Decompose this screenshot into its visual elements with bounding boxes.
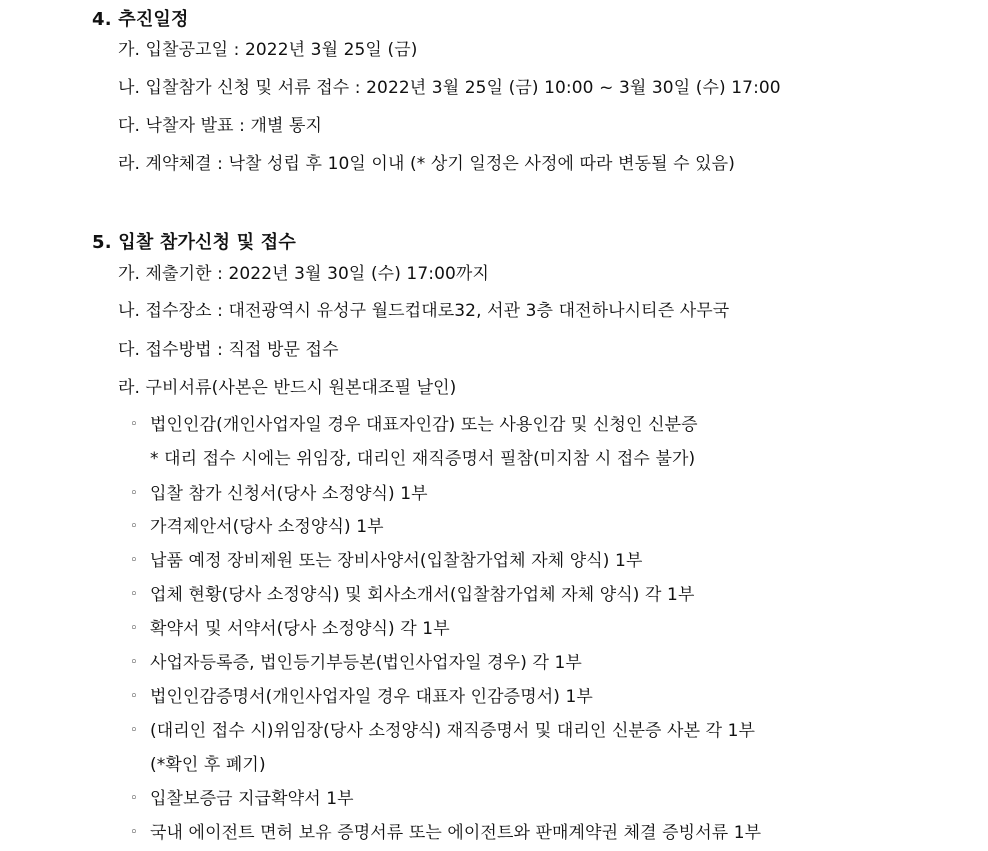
submission-item-ra: 라. 구비서류(사본은 반드시 원본대조필 날인) [118, 378, 457, 398]
document-list-item [130, 549, 642, 573]
document-list-item [130, 413, 698, 437]
bullet-icon: ◦ [130, 519, 138, 534]
document-list-text: 가격제안서(당사 소정양식) 1부 [150, 517, 384, 537]
schedule-item-da: 다. 낙찰자 발표 : 개별 통지 [118, 116, 323, 136]
bullet-icon: ◦ [130, 723, 138, 738]
bullet-icon: ◦ [130, 486, 138, 501]
document-list-text: 사업자등록증, 법인등기부등본(법인사업자일 경우) 각 1부 [150, 653, 582, 673]
document-list-text: (대리인 접수 시)위임장(당사 소정양식) 재직증명서 및 대리인 신분증 사본 각 1부 [150, 721, 756, 741]
document-list-text: 법인인감(개인사업자일 경우 대표자인감) 또는 사용인감 및 신청인 신분증 [150, 415, 698, 435]
document-list-text: 납품 예정 장비제원 또는 장비사양서(입찰참가업체 자체 양식) 1부 [150, 551, 643, 571]
bullet-icon: ◦ [130, 791, 138, 806]
document-list-item [130, 515, 384, 539]
schedule-item-na: 나. 입찰참가 신청 및 서류 접수 : 2022년 3월 25일 (금) 10:00 ~ 3월 30일 (수) 17:00 [118, 78, 781, 98]
document-list-note: (*확인 후 폐기) [150, 755, 266, 775]
submission-item-da: 다. 접수방법 : 직접 방문 접수 [118, 340, 339, 360]
document-list-item [130, 651, 582, 675]
document-list-text: 법인인감증명서(개인사업자일 경우 대표자 인감증명서) 1부 [150, 687, 593, 707]
bullet-icon: ◦ [130, 621, 138, 636]
document-list-item [130, 583, 695, 607]
document-list-text: 업체 현황(당사 소정양식) 및 회사소개서(입찰참가업체 자체 양식) 각 1부 [150, 585, 695, 605]
bullet-icon: ◦ [130, 553, 138, 568]
bullet-icon: ◦ [130, 825, 138, 840]
bullet-icon: ◦ [130, 689, 138, 704]
schedule-item-ra: 라. 계약체결 : 낙찰 성립 후 10일 이내 (* 상기 일정은 사정에 따라 변동될 수 있음) [118, 154, 735, 174]
bullet-icon: ◦ [130, 417, 138, 432]
submission-item-na: 나. 접수장소 : 대전광역시 유성구 월드컵대로32, 서관 3층 대전하나시티즌 사무국 [118, 301, 730, 321]
submission-item-ga: 가. 제출기한 : 2022년 3월 30일 (수) 17:00까지 [118, 264, 489, 284]
document-list-text: 확약서 및 서약서(당사 소정양식) 각 1부 [150, 619, 450, 639]
document-list-text: 입찰보증금 지급확약서 1부 [150, 789, 354, 809]
document-list-note: * 대리 접수 시에는 위임장, 대리인 재직증명서 필참(미지참 시 접수 불가) [150, 449, 696, 469]
document-list-item [130, 821, 761, 845]
document-list-item [130, 719, 755, 743]
document-list-text: 국내 에이전트 면허 보유 증명서류 또는 에이전트와 판매계약권 체결 증빙서류 1부 [150, 823, 762, 843]
document-list-item [130, 685, 593, 709]
bullet-icon: ◦ [130, 587, 138, 602]
document-list-item [130, 617, 450, 641]
schedule-item-ga: 가. 입찰공고일 : 2022년 3월 25일 (금) [118, 40, 418, 60]
bullet-icon: ◦ [130, 655, 138, 670]
section-5-title: 5. 입찰 참가신청 및 접수 [92, 232, 296, 253]
document-list-item [130, 787, 354, 811]
document-list-item [130, 482, 428, 506]
document-list-text: 입찰 참가 신청서(당사 소정양식) 1부 [150, 484, 428, 504]
section-4-title: 4. 추진일정 [92, 9, 189, 30]
